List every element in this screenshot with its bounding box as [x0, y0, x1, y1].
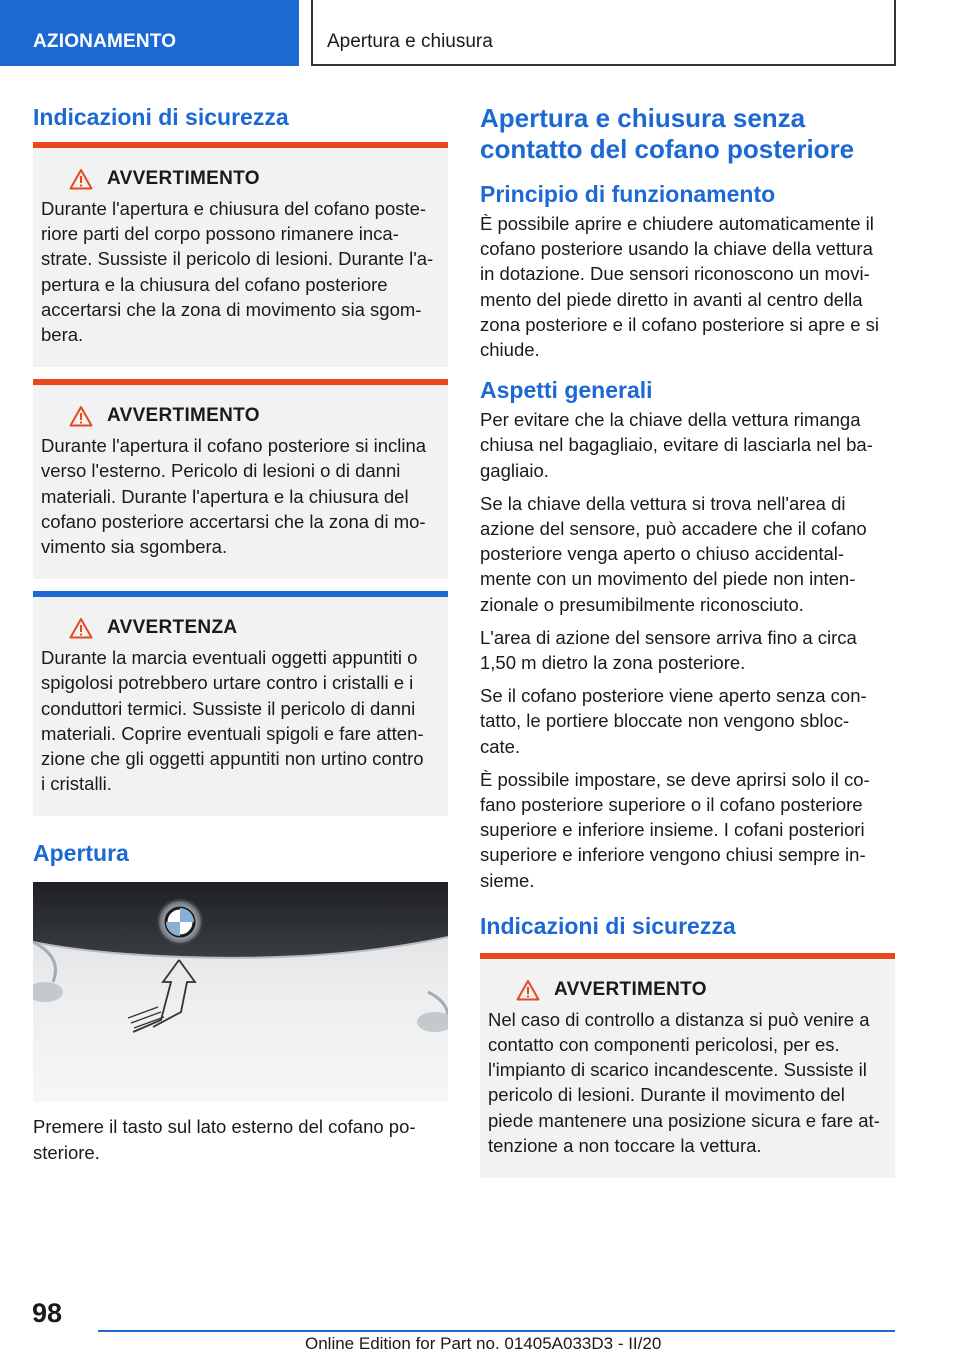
notice-label: AVVERTIMENTO — [554, 978, 707, 1000]
opening-heading: Apertura — [33, 840, 129, 867]
warning-triangle-icon — [69, 405, 93, 427]
footer-divider — [98, 1330, 895, 1332]
warning-triangle-icon — [69, 617, 93, 639]
chapter-title: Apertura e chiusura — [311, 0, 896, 66]
notice-text: Durante l'apertura e chiusura del cofano poste- riore parti del corpo possono rimanere inca- strate. Sussiste il pericolo di lesioni. Durante l'a- pertura e la chiusura del cofano posteriore accertarsi che la zona di movimento sia sgom- bera. — [41, 198, 434, 346]
left-column — [33, 100, 448, 1165]
general-paragraph: L'area di azione del sensore arriva fino a circa 1,50 m dietro la zona posteriore. — [480, 626, 857, 674]
page-number: 98 — [32, 1298, 63, 1328]
notice-text: Durante la marcia eventuali oggetti appuntiti o spigolosi potrebbero urtare contro i cristalli e i conduttori termici. Sussiste il pericolo di danni materiali. Coprire eventuali spigoli e fare atten- zione che gli oggetti appuntiti non urtino contro i cristalli. — [41, 647, 424, 795]
notice-label: AVVERTIMENTO — [107, 168, 260, 189]
notice-label: AVVERTIMENTO — [107, 405, 260, 427]
safety-heading-right: Indicazioni di sicurezza — [480, 912, 736, 939]
footer-edition: Online Edition for Part no. 01405A033D3 - II/20 — [305, 1334, 662, 1353]
safety-heading-left: Indicazioni di sicurezza — [33, 104, 289, 130]
right-column — [480, 100, 895, 1178]
general-paragraph: Se la chiave della vettura si trova nell'area di azione del sensore, può accadere che il cofano posteriore venga aperto o chiuso accidental- mente con un movimento del piede non inten- zionale o presumibilmente riconosciuto. — [480, 492, 867, 615]
tailgate-photo — [33, 882, 448, 1102]
principle-heading: Principio di funzionamento — [480, 181, 776, 207]
warning-triangle-icon — [516, 979, 540, 1001]
general-paragraph: Per evitare che la chiave della vettura rimanga chiusa nel bagagliaio, evitare di lasciarla nel ba- gagliaio. — [480, 409, 873, 481]
note-notice — [33, 591, 448, 816]
warning-notice-2 — [33, 379, 448, 579]
general-heading: Aspetti generali — [480, 377, 653, 404]
warning-triangle-icon — [69, 168, 93, 190]
general-paragraph: Se il cofano posteriore viene aperto senza con- tatto, le portiere bloccate non vengono sbloc- cate. — [480, 685, 867, 757]
warning-notice-3 — [480, 953, 895, 1178]
notice-text: Nel caso di controllo a distanza si può venire a contatto con componenti pericolosi, per es. l'impianto di scarico incandescente. Sussiste il pericolo di lesioni. Durante il movimento del piede mantenere una posizione sicura e fare at- tenzione a non toccare la vettura. — [488, 1008, 880, 1156]
notice-text: Durante l'apertura il cofano posteriore si inclina verso l'esterno. Pericolo di lesioni o di danni materiali. Durante l'apertura e la chiusura del cofano posteriore accertarsi che la zona di mo- vimento sia sgombera. — [41, 435, 427, 558]
warning-notice-1 — [33, 142, 448, 367]
photo-caption: Premere il tasto sul lato esterno del cofano po- steriore. — [33, 1116, 416, 1163]
notice-label: AVVERTENZA — [107, 617, 238, 639]
main-heading: Apertura e chiusura senza contatto del cofano posteriore — [480, 103, 855, 164]
general-paragraph: È possibile impostare, se deve aprirsi solo il co- fano posteriore superiore o il cofano posteriore superiore e inferiore insieme. I cofani posteriori superiore e inferiore vengono chiusi sempre in- sieme. — [480, 768, 870, 891]
principle-text: È possibile aprire e chiudere automaticamente il cofano posteriore usando la chiave della vettura in dotazione. Due sensori riconoscono un movi- mento del piede diretto in avanti al centro della zona posteriore e il cofano posteriore si apre e si chiude. — [480, 213, 879, 361]
section-tab: AZIONAMENTO — [0, 0, 299, 66]
